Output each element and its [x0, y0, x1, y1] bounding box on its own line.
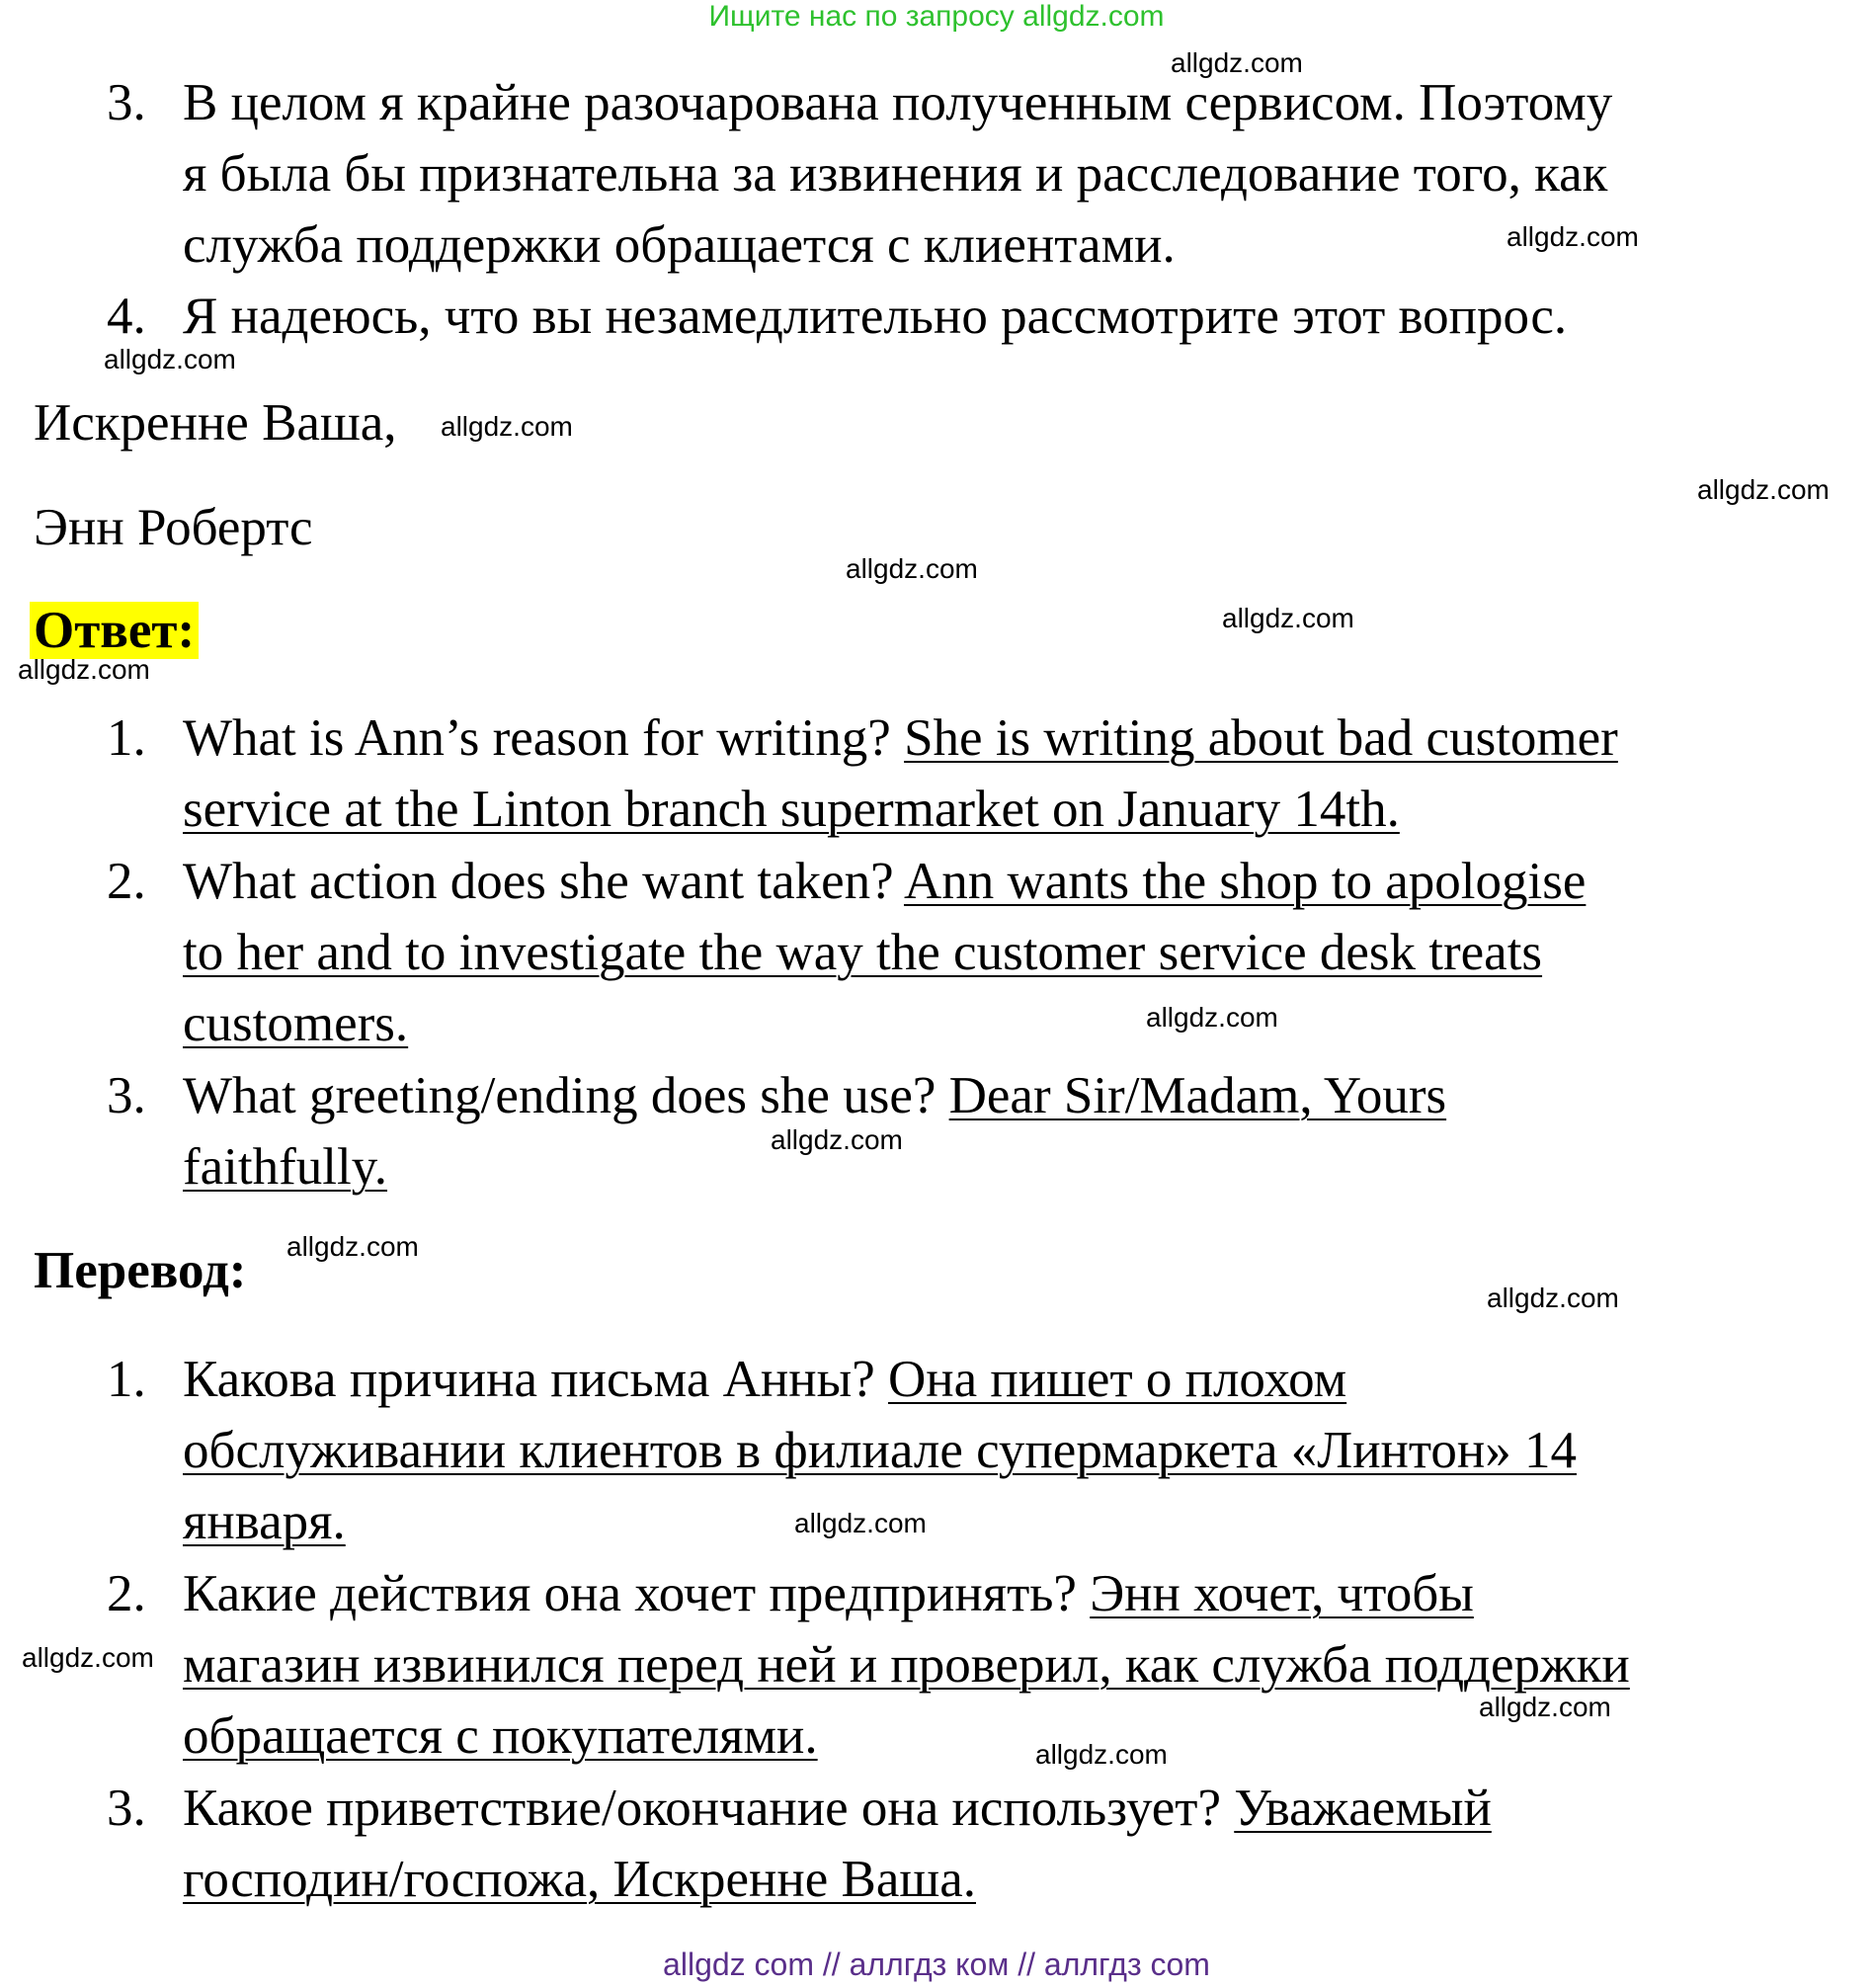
translation-item-3-answer-part-1: Уважаемый: [1234, 1780, 1492, 1837]
letter-item-4-number: 4.: [107, 288, 146, 345]
answer-item-3-line-1: [183, 1066, 1446, 1125]
letter-item-3-line-1: В целом я крайне разочарована полученным сервисом. Поэтому: [183, 74, 1613, 131]
answer-item-2-number: 2.: [107, 853, 146, 910]
letter-item-4-line-1: Я надеюсь, что вы незамедлительно рассмотрите этот вопрос.: [183, 288, 1568, 345]
answer-heading: [30, 601, 199, 660]
site-banner: Ищите нас по запросу allgdz.com: [708, 0, 1165, 33]
translation-heading: Перевод:: [34, 1242, 247, 1299]
watermark: allgdz.com: [771, 1124, 903, 1155]
answer-item-2-answer-part-3: customers.: [183, 995, 409, 1052]
letter-signature: Энн Робертс: [34, 499, 313, 556]
watermark: allgdz.com: [286, 1231, 419, 1262]
translation-item-2-number: 2.: [107, 1565, 146, 1622]
letter-closing: Искренне Ваша,: [34, 394, 397, 452]
answer-item-1-question: What is Ann’s reason for writing?: [183, 709, 891, 767]
translation-item-2-answer-part-3: обращается с покупателями.: [183, 1707, 818, 1765]
answer-item-3-answer-part-2: faithfully.: [183, 1138, 388, 1196]
translation-item-1-answer-part-3: января.: [183, 1493, 346, 1550]
watermark: allgdz.com: [846, 553, 978, 584]
watermark: allgdz.com: [22, 1642, 154, 1673]
translation-item-2-line-1: [183, 1564, 1474, 1623]
watermark: allgdz.com: [18, 654, 150, 685]
translation-item-3-line-1: [183, 1779, 1492, 1838]
answer-item-2-question: What action does she want taken?: [183, 853, 894, 910]
footer-watermark: allgdz com // аллгдз ком // аллгдз com: [663, 1947, 1210, 1982]
watermark: allgdz.com: [1479, 1692, 1611, 1722]
answer-item-3-number: 3.: [107, 1067, 146, 1124]
translation-item-1-answer-part-2: обслуживании клиентов в филиале супермаркета «Линтон» 14: [183, 1422, 1577, 1479]
watermark: allgdz.com: [1035, 1739, 1168, 1770]
translation-item-1-line-1: [183, 1350, 1346, 1409]
letter-item-3-line-2: я была бы признательна за извинения и расследование того, как: [183, 145, 1608, 203]
watermark: allgdz.com: [1487, 1283, 1619, 1313]
answer-item-2-answer-part-1: Ann wants the shop to apologise: [903, 853, 1587, 910]
answer-item-1-line-1: [183, 708, 1618, 768]
watermark: allgdz.com: [441, 411, 573, 442]
answer-item-3-question: What greeting/ending does she use?: [183, 1067, 936, 1124]
translation-item-3-answer-part-2: господин/госпожа, Искренне Ваша.: [183, 1851, 976, 1908]
watermark: allgdz.com: [1146, 1002, 1278, 1033]
answer-item-3-answer-part-1: Dear Sir/Madam, Yours: [948, 1067, 1447, 1124]
answer-item-2-answer-part-2: to her and to investigate the way the customer service desk treats: [183, 924, 1543, 981]
watermark: allgdz.com: [104, 344, 236, 374]
answer-item-1-number: 1.: [107, 709, 146, 767]
watermark: allgdz.com: [1507, 221, 1639, 252]
watermark: allgdz.com: [794, 1508, 927, 1538]
answer-item-1-answer-part-2: service at the Linton branch supermarket on January 14th.: [183, 781, 1400, 838]
watermark: allgdz.com: [1222, 603, 1354, 633]
answer-item-1-answer-part-1: She is writing about bad customer: [904, 709, 1618, 767]
answer-item-2-line-1: [183, 852, 1586, 911]
letter-item-3-line-3: служба поддержки обращается с клиентами.: [183, 216, 1176, 274]
translation-item-1-answer-part-1: Она пишет о плохом: [887, 1351, 1347, 1408]
watermark: allgdz.com: [1171, 47, 1303, 78]
translation-item-1-number: 1.: [107, 1351, 146, 1408]
translation-item-2-question: Какие действия она хочет предпринять?: [183, 1565, 1077, 1622]
translation-item-1-question: Какова причина письма Анны?: [183, 1351, 875, 1408]
translation-item-2-answer-part-2: магазин извинился перед ней и проверил, как служба поддержки: [183, 1636, 1630, 1694]
watermark: allgdz.com: [1697, 474, 1830, 505]
translation-item-2-answer-part-1: Энн хочет, чтобы: [1090, 1565, 1474, 1622]
translation-item-3-question: Какое приветствие/окончание она использует?: [183, 1780, 1221, 1837]
answer-heading-text: Ответ:: [30, 602, 199, 659]
letter-item-3-number: 3.: [107, 74, 146, 131]
translation-item-3-number: 3.: [107, 1780, 146, 1837]
